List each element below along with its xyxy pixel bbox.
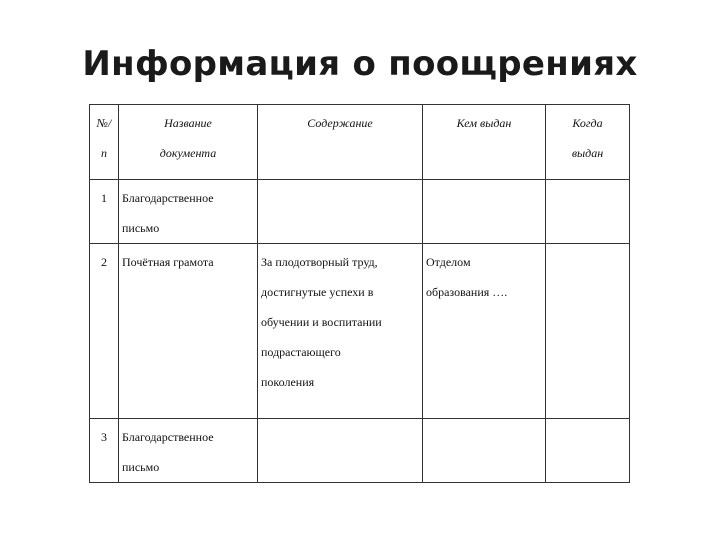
row-document-line: письмо — [122, 221, 160, 235]
header-number-line2: п — [101, 146, 107, 160]
row-date — [546, 244, 630, 419]
row-content — [258, 419, 423, 483]
row-content-line: За плодотворный труд, — [261, 255, 378, 269]
awards-table — [89, 104, 630, 483]
row-number-text: 1 — [101, 191, 107, 205]
row-number-text: 2 — [101, 255, 107, 269]
row-number — [90, 180, 119, 244]
header-date-line2: выдан — [571, 146, 604, 160]
row-issuer-line: образования …. — [426, 285, 508, 299]
row-document — [119, 180, 258, 244]
table-header-row — [90, 105, 630, 180]
row-content — [258, 244, 423, 419]
header-document-line1: Название — [164, 116, 212, 130]
page-title: Информация о поощрениях — [82, 44, 638, 84]
header-content-line1: Содержание — [307, 116, 373, 130]
row-number — [90, 419, 119, 483]
row-issuer — [423, 180, 546, 244]
header-document — [119, 105, 258, 180]
header-number-line1: №/ — [96, 116, 112, 130]
header-document-line2: документа — [159, 146, 217, 160]
row-number — [90, 244, 119, 419]
row-date — [546, 419, 630, 483]
header-issuer-line1: Кем выдан — [456, 116, 512, 130]
row-number-text: 3 — [101, 430, 107, 444]
row-content-line: подрастающего — [261, 345, 341, 359]
row-document-line: Почётная грамота — [122, 255, 214, 269]
header-issuer — [423, 105, 546, 180]
row-document-line: письмо — [122, 460, 160, 474]
row-content — [258, 180, 423, 244]
row-document — [119, 244, 258, 419]
row-content-line: обучении и воспитании — [261, 315, 382, 329]
row-document — [119, 419, 258, 483]
row-issuer-line: Отделом — [426, 255, 471, 269]
row-date — [546, 180, 630, 244]
header-number — [90, 105, 119, 180]
header-date-line1: Когда — [572, 116, 603, 130]
row-document-line: Благодарственное — [122, 430, 214, 444]
row-issuer — [423, 419, 546, 483]
row-issuer — [423, 244, 546, 419]
table-row — [90, 180, 630, 244]
row-content-line: достигнутые успехи в — [261, 285, 374, 299]
header-content — [258, 105, 423, 180]
table-row — [90, 419, 630, 483]
table-row — [90, 244, 630, 419]
row-document-line: Благодарственное — [122, 191, 214, 205]
row-content-line: поколения — [261, 375, 315, 389]
header-date — [546, 105, 630, 180]
